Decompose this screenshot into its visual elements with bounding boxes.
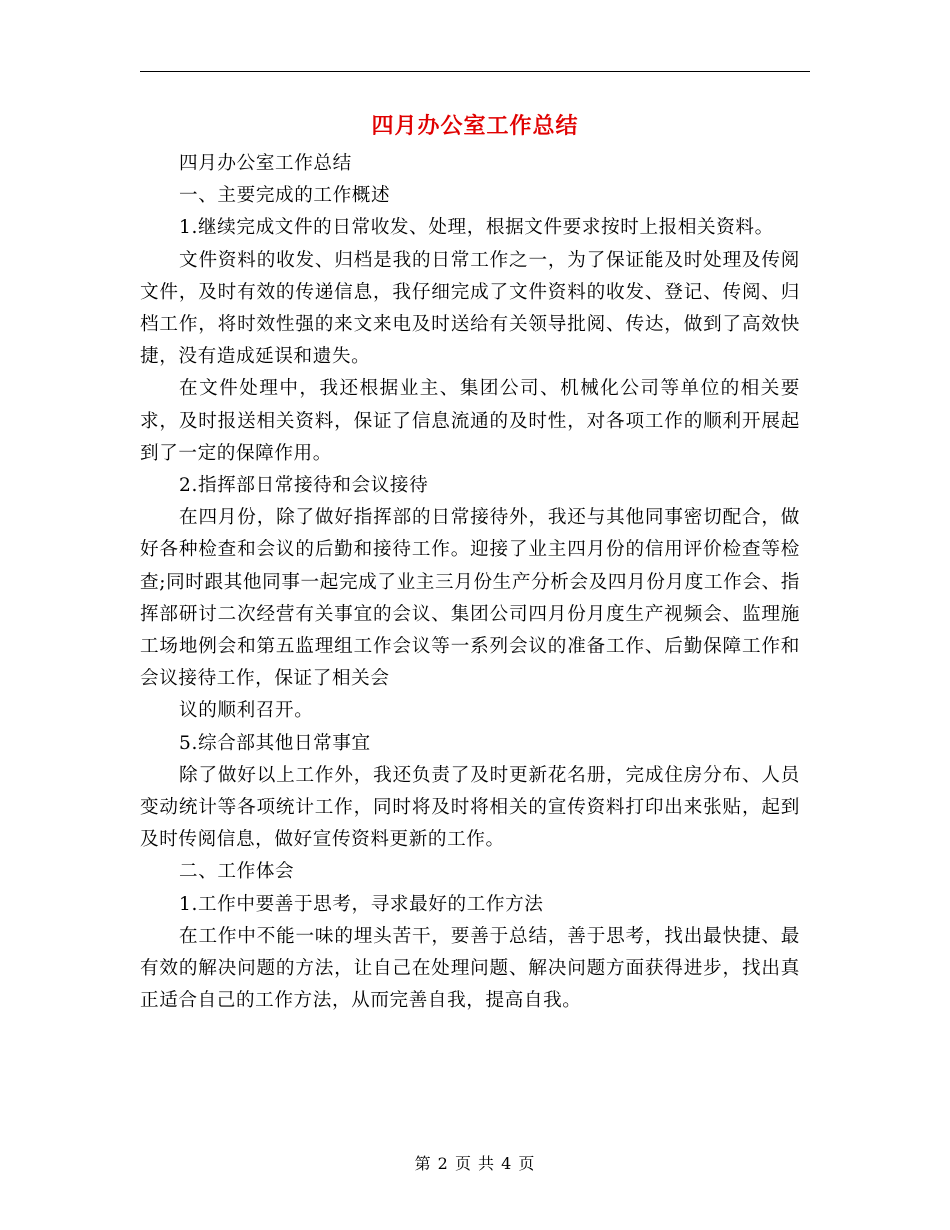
paragraph: 1.工作中要善于思考，寻求最好的工作方法 [179,893,544,915]
paragraph: 在工作中不能一味的埋头苦干，要善于总结，善于思考，找出最快捷、最有效的解决问题的方法，让自己在处理问题、解决问题方面获得进步，找出真正适合自己的工作方法，从而完善自我，提高自我。 [140,925,800,1012]
paragraph: 二、工作体会 [179,861,295,883]
paragraph: 1.继续完成文件的日常收发、处理，根据文件要求按时上报相关资料。 [179,217,774,239]
paragraph: 2.指挥部日常接待和会议接待 [179,475,429,497]
paragraph: 除了做好以上工作外，我还负责了及时更新花名册，完成住房分布、人员变动统计等各项统计工作，同时将及时将相关的宣传资料打印出来张贴，起到及时传阅信息，做好宣传资料更新的工作。 [140,764,800,851]
document-title: 四月办公室工作总结 [371,113,579,139]
paragraph: 在文件处理中，我还根据业主、集团公司、机械化公司等单位的相关要求，及时报送相关资料，保证了信息流通的及时性，对各项工作的顺利开展起到了一定的保障作用。 [140,378,800,464]
page-number-footer: 第 2 页 共 4 页 [414,1154,536,1173]
paragraph: 5.综合部其他日常事宜 [179,732,371,754]
paragraph: 一、主要完成的工作概述 [179,185,391,207]
header-rule [140,71,810,72]
paragraph: 议的顺利召开。 [179,700,314,722]
document-body [140,148,800,1017]
paragraph: 四月办公室工作总结 [179,153,352,174]
paragraph: 在四月份，除了做好指挥部的日常接待外，我还与其他同事密切配合，做好各种检查和会议的后勤和接待工作。迎接了业主四月份的信用评价检查等检查;同时跟其他同事一起完成了业主三月份生产分析会及四月份月度工作会、指挥部研讨二次经营有关事宜的会议、集团公司四月份月度生产视频会、监理施工场地例会和第五监理组工作会议等一系列会议的准备工作、后勤保障工作和会议接待工作，保证了相关会 [140,507,800,690]
paragraph: 文件资料的收发、归档是我的日常工作之一，为了保证能及时处理及传阅文件，及时有效的传递信息，我仔细完成了文件资料的收发、登记、传阅、归档工作，将时效性强的来文来电及时送给有关领导批阅、传达，做到了高效快捷，没有造成延误和遗失。 [140,249,800,368]
